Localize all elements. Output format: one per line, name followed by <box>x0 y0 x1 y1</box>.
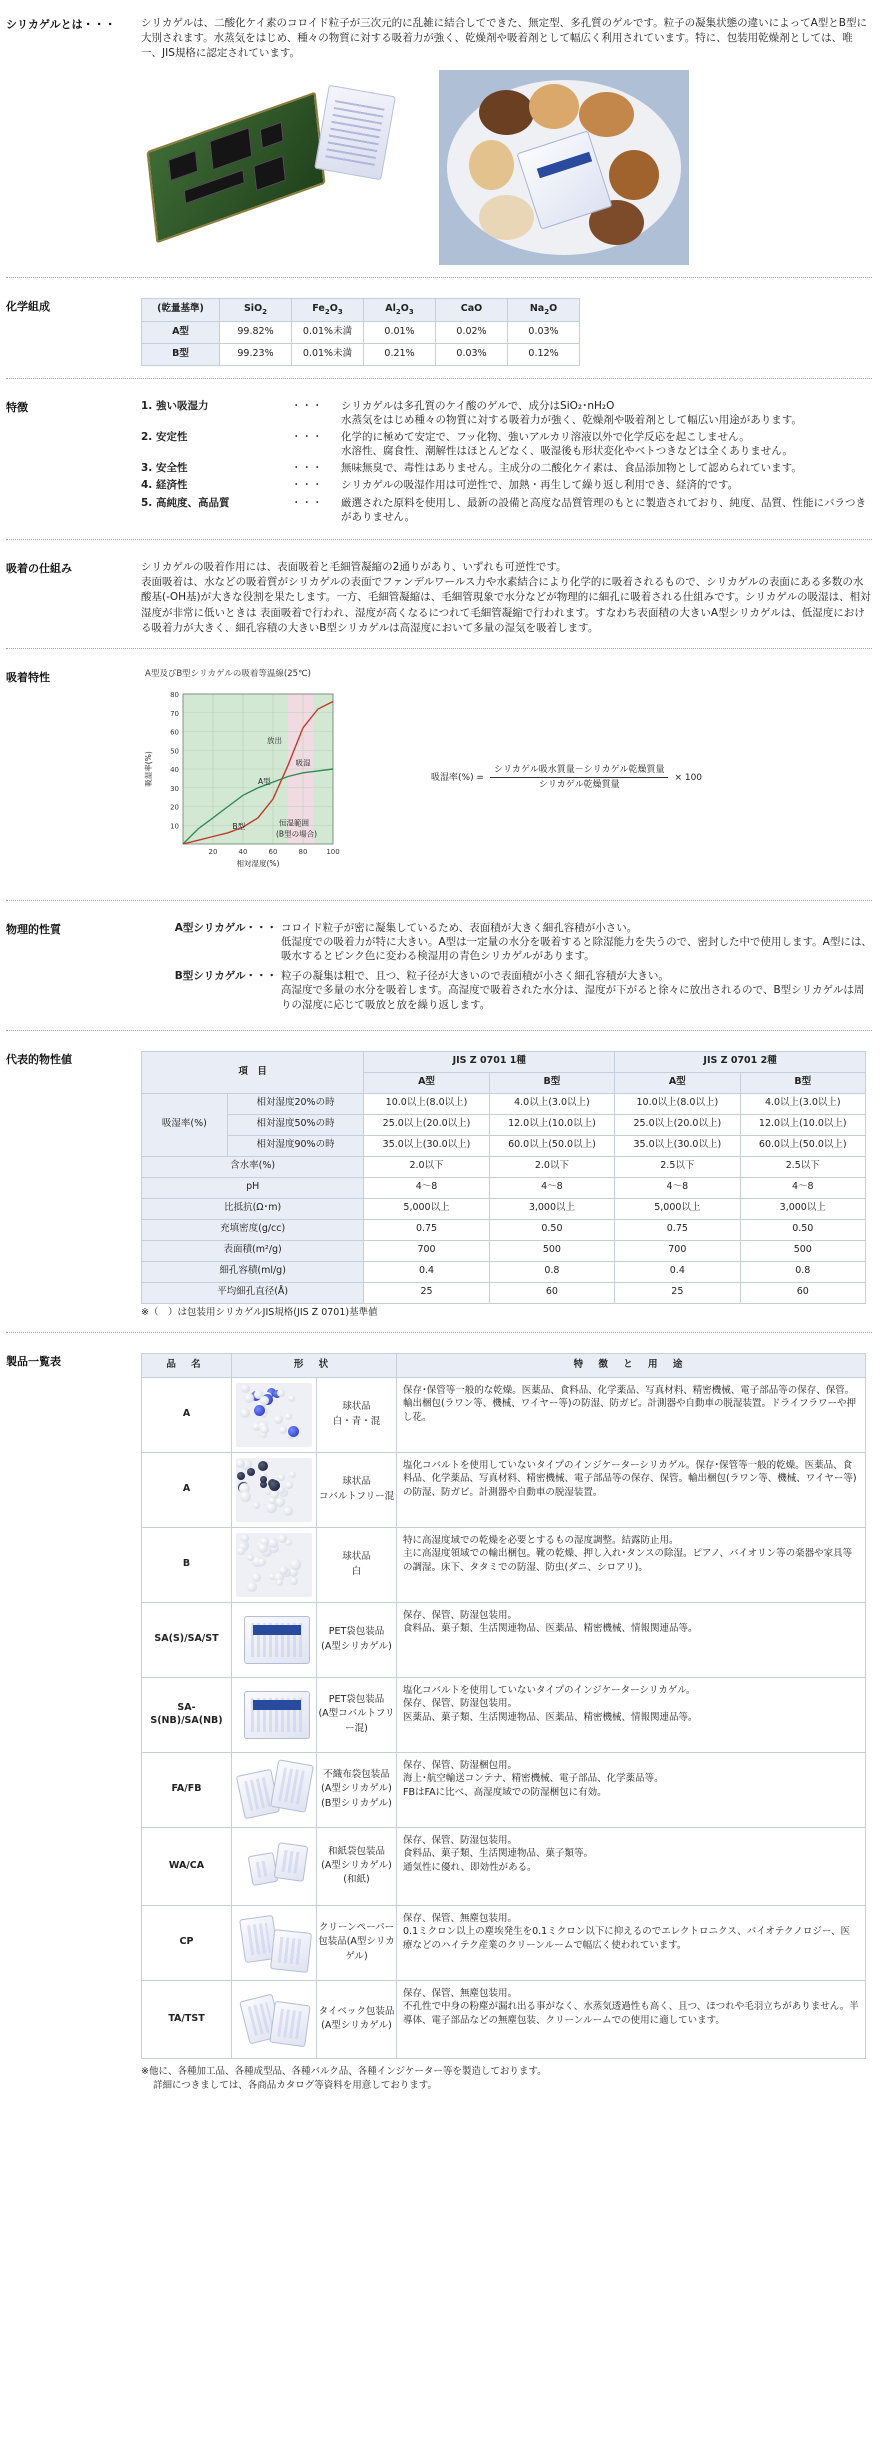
product-row <box>142 1752 866 1827</box>
prop-row-label: 含水率(%) <box>142 1156 364 1177</box>
prop-cell: 2.5以下 <box>740 1156 865 1177</box>
region-label-range-note: (B型の場合) <box>276 829 317 839</box>
physical-title: 物理的性質 <box>6 922 61 936</box>
properties-note: ※（ ）は包装用シリカゲルJIS規格(JIS Z 0701)基準値 <box>141 1306 378 1318</box>
mechanism-text: シリカゲルの吸着作用には、表面吸着と毛細管凝縮の2通りがあり、いずれも可逆性です。 表面吸着は、水などの吸着質がシリカゲルの表面でファンデルワールス力や水素結合により化学的に吸着されるもので、シリカゲルの表面にある多数の水酸基(-OH基)が大きな役割を果たします。一方、毛細管凝縮は、毛細管現象で水分などが物理的に細孔に吸着される仕組みです。シリカゲルの吸湿は、相対湿度が非常に低いときは 表面吸着で行われ、湿度が高くなるにつれて毛細管凝縮で行われます。すなわち表面積の大きいA型シリカゲルは、低湿度における吸着力が大きく、細孔容積の大きいB型シリカゲルは高湿度において多量の湿気を吸着します。 <box>141 560 871 634</box>
prop-row <box>142 1282 866 1303</box>
isotherm-chart-svg <box>141 684 351 884</box>
product-row <box>142 1452 866 1527</box>
feature-dots: ・・・ <box>291 399 323 412</box>
comp-cell: 0.03% <box>508 321 580 343</box>
y-axis-label: 吸湿率(%) <box>144 750 153 787</box>
y-tick-label: 20 <box>170 803 179 812</box>
product-row <box>142 1677 866 1752</box>
prop-cell: 25.0以上(20.0以上) <box>364 1114 489 1135</box>
prod-header-shape: 形 状 <box>232 1353 397 1377</box>
x-axis-label: 相対湿度(%) <box>236 858 280 868</box>
prop-cell: 4.0以上(3.0以上) <box>489 1093 614 1114</box>
product-row <box>142 1377 866 1452</box>
product-code: CP <box>142 1905 232 1980</box>
adsorption-title: 吸着特性 <box>6 671 50 685</box>
prop-row-label: 相対湿度50%の時 <box>227 1114 364 1135</box>
products-section <box>6 1347 872 2106</box>
cookies-image <box>439 70 689 265</box>
prop-row <box>142 1240 866 1261</box>
circuit-board-image <box>141 70 411 240</box>
feature-desc: 化学的に極めて安定で、フッ化物、強いアルカリ溶液以外で化学反応を起こしません。 水溶性、腐食性、潮解性はほとんどなく、吸湿後も形状変化やベトつきなどは全くありません。 <box>341 430 793 458</box>
feature-row <box>141 430 872 458</box>
product-shape-primary: 不織布袋包装品 <box>323 1769 390 1781</box>
prop-cell: 60.0以上(50.0以上) <box>740 1135 865 1156</box>
physical-desc-a: コロイド粒子が密に凝集しているため、表面積が大きく細孔容積が小さい。 低湿度での吸着力が特に大きい。A型は一定量の水分を吸着すると除湿能力を失うので、密封した中で使用します。A型には、吸水するとピンク色に変わる検湿用の青色シリカゲルがあります。 <box>281 921 872 963</box>
formula-lhs: 吸湿率(%) = <box>431 772 484 783</box>
prop-row <box>142 1135 866 1156</box>
product-shape-secondary: (A型シリカゲル)(B型シリカゲル) <box>321 1783 392 1809</box>
formula-denominator: シリカゲル乾燥質量 <box>538 780 620 791</box>
prop-cell: 3,000以上 <box>740 1198 865 1219</box>
comp-row-label: A型 <box>142 321 220 343</box>
packet-picture <box>236 1911 312 1975</box>
prop-group-label: 吸湿率(%) <box>142 1093 228 1156</box>
feature-label: 1. 強い吸湿力 <box>141 399 209 412</box>
product-shape <box>317 1377 397 1452</box>
isotherm-chart <box>141 669 351 888</box>
prop-sub-header: B型 <box>740 1072 865 1093</box>
prop-row-label: 相対湿度20%の時 <box>227 1093 364 1114</box>
products-table <box>141 1353 866 2059</box>
product-code: A <box>142 1452 232 1527</box>
comp-cell: 0.12% <box>508 343 580 365</box>
comp-cell: 0.01%未満 <box>292 321 364 343</box>
product-shape <box>317 1452 397 1527</box>
product-use: 保存･保管等一般的な乾燥。医薬品、食料品、化学薬品、写真材料、精密機械、電子部品等の保存、保管。輸出梱包(ラワン等、機械、ワイヤー等)の防湿、防ガビ。計測器や自動車の脱湿装置。ドライフラワーや押し花。 <box>397 1377 866 1452</box>
prop-cell: 3,000以上 <box>489 1198 614 1219</box>
prop-cell: 25.0以上(20.0以上) <box>615 1114 740 1135</box>
product-shape-primary: 球状品 <box>342 1551 371 1563</box>
features-title: 特徴 <box>6 400 28 414</box>
y-tick-label: 10 <box>170 821 179 830</box>
properties-section <box>6 1045 872 1333</box>
prop-header-group2: JIS Z 0701 2種 <box>615 1051 866 1072</box>
comp-header-al2o3: $Al_2O_3$ <box>364 298 436 321</box>
product-code: SA(S)/SA/ST <box>142 1602 232 1677</box>
prop-cell: 500 <box>489 1240 614 1261</box>
feature-label: 4. 経済性 <box>141 479 188 492</box>
prop-cell: 2.0以下 <box>364 1156 489 1177</box>
composition-table <box>141 298 580 366</box>
chart-title: A型及びB型シリカゲルの吸着等温線(25℃) <box>145 669 311 680</box>
prop-cell: 35.0以上(30.0以上) <box>364 1135 489 1156</box>
region-label-release: 放出 <box>267 735 282 745</box>
product-shape-primary: 球状品 <box>342 1476 371 1488</box>
packet-picture <box>236 1683 312 1747</box>
product-use: 保存、保管、無塵包装用。 不孔性で中身の粉塵が漏れ出る事がなく、水蒸気透過性も高く、且つ、ほつれや毛羽立ちがありません。半導体、電子部品などの無塵包装、クリーンルームでの使用に適しています。 <box>397 1980 866 2058</box>
product-use: 特に高湿度域での乾燥を必要とするもの湿度調整。結露防止用。 主に高湿度領域での輸出梱包。靴の乾燥、押し入れ･タンスの除湿。ピアノ、バイオリン等の楽器や家具等の調湿。床下、タタミでの防湿、防虫(ダニ、シロアリ)。 <box>397 1527 866 1602</box>
feature-dots: ・・・ <box>291 479 323 492</box>
product-code: TA/TST <box>142 1980 232 2058</box>
product-code: FA/FB <box>142 1752 232 1827</box>
prop-sub-header: A型 <box>615 1072 740 1093</box>
x-tick-label: 80 <box>298 847 308 856</box>
product-shape-primary: クリーンペーパー <box>318 1922 395 1934</box>
prod-header-name: 品 名 <box>142 1353 232 1377</box>
product-image <box>232 1527 317 1602</box>
product-code: A <box>142 1377 232 1452</box>
prop-header-item: 項 目 <box>142 1051 364 1093</box>
formula-numerator: シリカゲル吸水質量－シリカゲル乾燥質量 <box>490 764 668 778</box>
prop-cell: 700 <box>615 1240 740 1261</box>
product-image <box>232 1377 317 1452</box>
product-shape-secondary: (A型シリカゲル) <box>321 2020 392 2032</box>
mechanism-title: 吸着の仕組み <box>6 561 72 575</box>
prop-cell: 35.0以上(30.0以上) <box>615 1135 740 1156</box>
product-shape-secondary: 白・青・混 <box>332 1415 381 1427</box>
prop-row-label: 比抵抗(Ω･m) <box>142 1198 364 1219</box>
adsorption-section <box>6 663 872 901</box>
prop-cell: 12.0以上(10.0以上) <box>489 1114 614 1135</box>
prop-cell: 500 <box>740 1240 865 1261</box>
series-label-a: A型 <box>258 776 271 786</box>
product-image <box>232 1980 317 2058</box>
products-title: 製品一覧表 <box>6 1354 61 1368</box>
product-shape-primary: PET袋包装品 <box>328 1694 385 1706</box>
prop-row-label: 細孔容積(ml/g) <box>142 1261 364 1282</box>
prop-cell: 60 <box>740 1282 865 1303</box>
product-shape-primary: PET袋包装品 <box>328 1626 385 1638</box>
product-image <box>232 1452 317 1527</box>
prop-cell: 4〜8 <box>364 1177 489 1198</box>
prop-cell: 25 <box>364 1282 489 1303</box>
product-image <box>232 1905 317 1980</box>
feature-desc: シリカゲルは多孔質のケイ酸のゲルで、成分はSiO₂･nH₂O 水蒸気をはじめ種々の物質に対する吸着力が強く、乾燥剤や吸着剤として幅広い用途があります。 <box>341 399 802 426</box>
prop-cell: 12.0以上(10.0以上) <box>740 1114 865 1135</box>
product-use: 保存、保管、防湿包装用。 食料品、菓子類、生活関連物品、菓子類等。 通気性に優れ、即効性がある。 <box>397 1827 866 1905</box>
prop-row <box>142 1156 866 1177</box>
prop-row-label: 平均細孔直径(Å) <box>142 1282 364 1303</box>
product-shape-secondary: (A型シリカゲル) <box>321 1640 392 1652</box>
composition-section <box>6 292 872 379</box>
product-image <box>232 1752 317 1827</box>
product-use: 保存、保管、防湿包装用。 食料品、菓子類、生活関連物品、医薬品、精密機械、情報関連品等。 <box>397 1602 866 1677</box>
prop-cell: 4〜8 <box>489 1177 614 1198</box>
prop-cell: 4〜8 <box>615 1177 740 1198</box>
physical-desc-b: 粒子の凝集は粗で、且つ、粒子径が大きいので表面積が小さく細孔容積が大きい。 高湿度で多量の水分を吸着します。高湿度で吸着された水分は、湿度が下がると徐々に放出されるので、B型シリカゲルは周りの湿度に応じて吸放と放を繰り返します。 <box>281 970 865 1011</box>
prop-cell: 2.5以下 <box>615 1156 740 1177</box>
feature-dots: ・・・ <box>291 430 323 443</box>
comp-cell: 99.82% <box>220 321 292 343</box>
product-code: WA/CA <box>142 1827 232 1905</box>
features-section <box>6 393 872 540</box>
physical-label-a: A型シリカゲル・・・ <box>174 921 277 934</box>
footer-line: ※他に、各種加工品、各種成型品、各種バルク品、各種インジケーター等を製造しております。 <box>141 2065 547 2077</box>
comp-cell: 0.02% <box>436 321 508 343</box>
packet-picture <box>236 1758 312 1822</box>
product-use: 塩化コバルトを使用していないタイプのインジケーターシリカゲル。 保存、保管、防湿包装用。 医薬品、菓子類、生活関連物品、医薬品、精密機械、情報関連品等。 <box>397 1677 866 1752</box>
packet-picture <box>236 1834 312 1898</box>
feature-row <box>141 461 872 475</box>
product-shape-secondary: (A型コバルトフリー混) <box>318 1708 395 1734</box>
prop-cell: 60.0以上(50.0以上) <box>489 1135 614 1156</box>
footer-line: 詳細につきましては、各商品カタログ等資料を用意しております。 <box>153 2079 438 2091</box>
prop-row-label: 相対湿度90%の時 <box>227 1135 364 1156</box>
product-code: B <box>142 1527 232 1602</box>
y-tick-label: 70 <box>170 709 179 718</box>
prop-row-label: pH <box>142 1177 364 1198</box>
packet-picture <box>236 1608 312 1672</box>
comp-cell: 0.03% <box>436 343 508 365</box>
product-use: 塩化コバルトを使用していないタイプのインジケーターシリカゲル。保存･保管等一般的乾燥。医薬品、食料品、化学薬品、写真材料、精密機械、電子部品等の保存、保管。輸出梱包(ラワン等、機械、ワイヤー等)の防湿、防ガビ。計測器や自動車の脱湿装置。 <box>397 1452 866 1527</box>
product-shape <box>317 1752 397 1827</box>
prop-cell: 0.75 <box>615 1219 740 1240</box>
product-image <box>232 1677 317 1752</box>
feature-dots: ・・・ <box>291 462 323 475</box>
region-label-range: 恒湿範囲 <box>279 817 309 827</box>
feature-row <box>141 478 872 492</box>
prop-cell: 2.0以下 <box>489 1156 614 1177</box>
prop-cell: 4〜8 <box>740 1177 865 1198</box>
beads-picture <box>236 1533 312 1597</box>
prop-row <box>142 1219 866 1240</box>
feature-row <box>141 399 872 427</box>
properties-title: 代表的物性値 <box>6 1052 72 1066</box>
product-shape <box>317 1827 397 1905</box>
x-tick-label: 40 <box>238 847 248 856</box>
feature-desc: シリカゲルの吸湿作用は可逆性で、加熱・再生して繰り返し利用でき、経済的です。 <box>341 479 739 492</box>
region-label-absorb: 吸湿 <box>295 757 311 767</box>
product-shape-secondary: 白 <box>351 1565 362 1577</box>
y-tick-label: 50 <box>170 746 179 755</box>
feature-label: 2. 安定性 <box>141 430 188 443</box>
prop-row <box>142 1177 866 1198</box>
y-tick-label: 80 <box>170 690 179 699</box>
product-shape <box>317 1602 397 1677</box>
product-row <box>142 1827 866 1905</box>
product-shape <box>317 1980 397 2058</box>
packet-picture <box>236 1987 312 2051</box>
beads-picture <box>236 1458 312 1522</box>
product-row <box>142 1980 866 2058</box>
feature-dots: ・・・ <box>291 496 323 509</box>
physical-label-b: B型シリカゲル・・・ <box>174 970 277 983</box>
product-code: SA-S(NB)/SA(NB) <box>142 1677 232 1752</box>
comp-cell: 0.01% <box>364 321 436 343</box>
intro-text: シリカゲルは、二酸化ケイ素のコロイド粒子が三次元的に乱雑に結合してできた、無定型、多孔質のゲルです。粒子の凝集状態の違いによってA型とB型に大別されます。水蒸気をはじめ、種々の物質に対する吸着力が強く、乾燥剤や吸着剤として幅広く利用されています。特に、包装用乾燥剤としては、唯一、JIS規格に認定されています。 <box>141 17 867 60</box>
prop-row <box>142 1093 866 1114</box>
products-footer <box>141 2065 872 2094</box>
product-shape-secondary: 包装品(A型シリカゲル) <box>318 1936 395 1962</box>
product-shape <box>317 1527 397 1602</box>
x-tick-label: 20 <box>208 847 218 856</box>
prop-cell: 10.0以上(8.0以上) <box>364 1093 489 1114</box>
comp-header-basis: (乾量基準) <box>142 298 220 321</box>
prop-cell: 4.0以上(3.0以上) <box>740 1093 865 1114</box>
prop-sub-header: B型 <box>489 1072 614 1093</box>
y-tick-label: 40 <box>170 765 179 774</box>
comp-header-cao: CaO <box>436 298 508 321</box>
prop-cell: 0.4 <box>615 1261 740 1282</box>
physical-row-a <box>141 921 872 964</box>
absorption-formula <box>431 764 702 791</box>
product-shape-primary: 和紙袋包装品 <box>327 1845 385 1857</box>
mechanism-section <box>6 554 872 649</box>
product-shape-primary: 球状品 <box>342 1401 371 1413</box>
product-shape <box>317 1905 397 1980</box>
comp-header-sio2: SiO$_2$ <box>220 298 292 321</box>
prop-cell: 25 <box>615 1282 740 1303</box>
prop-cell: 10.0以上(8.0以上) <box>615 1093 740 1114</box>
x-tick-label: 100 <box>326 847 340 856</box>
feature-label: 3. 安全性 <box>141 462 188 475</box>
feature-label: 5. 高純度、高品質 <box>141 496 230 509</box>
product-shape <box>317 1677 397 1752</box>
y-tick-label: 30 <box>170 784 179 793</box>
composition-title: 化学組成 <box>6 299 50 313</box>
product-shape-secondary: (A型シリカゲル)(和紙) <box>321 1859 392 1886</box>
comp-cell: 0.21% <box>364 343 436 365</box>
product-use: 保存、保管、無塵包装用。 0.1ミクロン以上の塵埃発生を0.1ミクロン以下に抑えるのでエレクトロニクス、バイオテクノロジー、医療などのハイテク産業のクリーンルームで幅広く使われています。 <box>397 1905 866 1980</box>
prop-cell: 0.75 <box>364 1219 489 1240</box>
prop-header-group1: JIS Z 0701 1種 <box>364 1051 615 1072</box>
prop-cell: 5,000以上 <box>615 1198 740 1219</box>
prop-cell: 700 <box>364 1240 489 1261</box>
prop-cell: 0.8 <box>489 1261 614 1282</box>
properties-table <box>141 1051 866 1304</box>
product-shape-secondary: コバルトフリー混 <box>318 1490 395 1502</box>
product-image <box>232 1602 317 1677</box>
prop-cell: 0.4 <box>364 1261 489 1282</box>
prop-cell: 0.50 <box>489 1219 614 1240</box>
beads-picture <box>236 1383 312 1447</box>
series-label-b: B型 <box>232 821 246 831</box>
y-tick-label: 60 <box>170 728 179 737</box>
comp-cell: 0.01%未満 <box>292 343 364 365</box>
prop-sub-header: A型 <box>364 1072 489 1093</box>
features-list <box>141 399 872 527</box>
prop-cell: 0.50 <box>740 1219 865 1240</box>
product-shape-primary: タイベック包装品 <box>318 2005 395 2017</box>
prod-header-use: 特 徴 と 用 途 <box>397 1353 866 1377</box>
comp-header-na2o: $Na_2O$ <box>508 298 580 321</box>
product-row <box>142 1602 866 1677</box>
comp-row-label: B型 <box>142 343 220 365</box>
prop-row <box>142 1114 866 1135</box>
physical-row-b <box>141 969 872 1012</box>
intro-section <box>6 10 872 278</box>
comp-cell: 99.23% <box>220 343 292 365</box>
physical-section <box>6 915 872 1031</box>
intro-title: シリカゲルとは・・・ <box>6 18 116 31</box>
product-use: 保存、保管、防湿梱包用。 海上･航空輸送コンテナ、精密機械、電子部品、化学薬品等。 FBはFAに比べ、高湿度域での防湿梱包に有効。 <box>397 1752 866 1827</box>
prop-cell: 0.8 <box>740 1261 865 1282</box>
prop-cell: 60 <box>489 1282 614 1303</box>
product-row <box>142 1527 866 1602</box>
prop-row-label: 充填密度(g/cc) <box>142 1219 364 1240</box>
prop-row-label: 表面積(m²/g) <box>142 1240 364 1261</box>
feature-desc: 厳選された原料を使用し、最新の設備と高度な品質管理のもとに製造されており、純度、品質、性能にバラつきがありません。 <box>341 496 866 523</box>
prop-row <box>142 1198 866 1219</box>
product-image <box>232 1827 317 1905</box>
feature-row <box>141 496 872 524</box>
feature-desc: 無味無臭で、毒性はありません。主成分の二酸化ケイ素は、食品添加物として認められています。 <box>341 462 802 475</box>
product-row <box>142 1905 866 1980</box>
formula-multiplier: × 100 <box>674 772 703 783</box>
prop-cell: 5,000以上 <box>364 1198 489 1219</box>
x-tick-label: 60 <box>268 847 278 856</box>
prop-row <box>142 1261 866 1282</box>
comp-header-fe2o3: $Fe_2O_3$ <box>292 298 364 321</box>
